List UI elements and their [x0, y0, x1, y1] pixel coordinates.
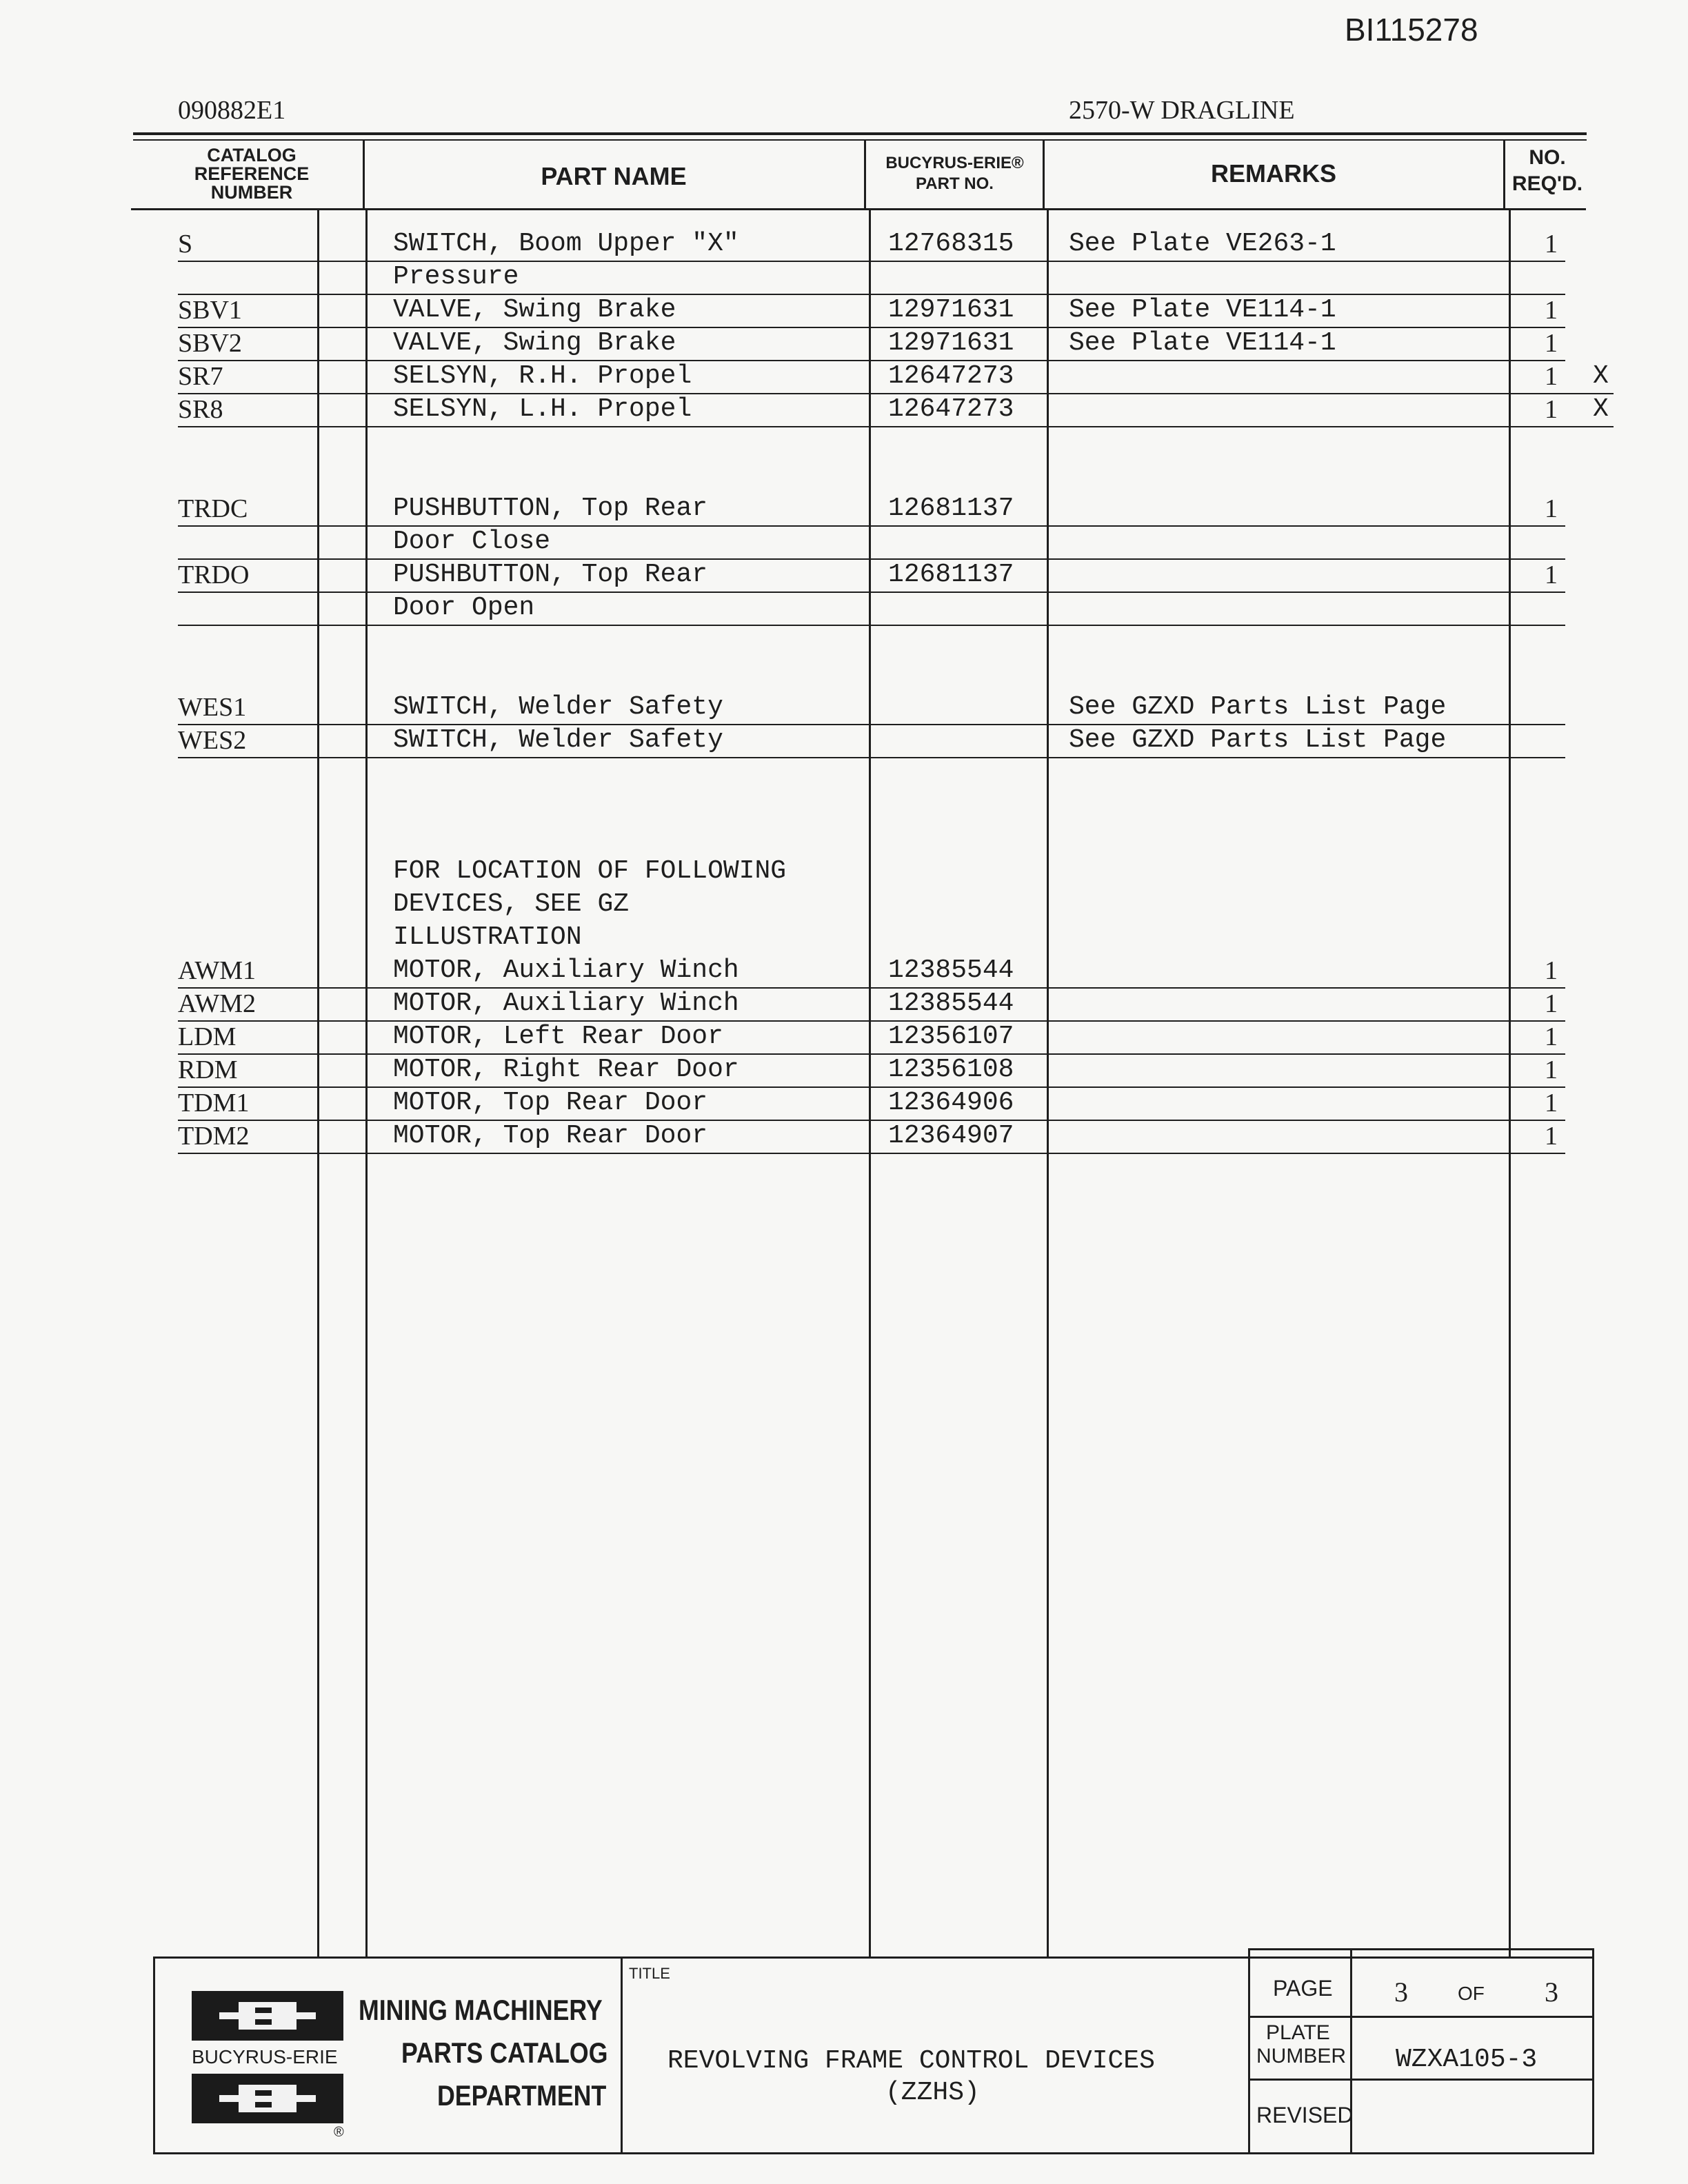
- page-of-label: OF: [1458, 1983, 1485, 2004]
- quantity-cell: 1: [1545, 989, 1558, 1018]
- part-name-cell: SWITCH, Boom Upper "X": [393, 229, 739, 259]
- row-underline: [178, 1153, 1565, 1154]
- part-name-cell: MOTOR, Auxiliary Winch: [393, 989, 739, 1018]
- logo-emblem-icon: [192, 2074, 343, 2123]
- quantity-cell: 1: [1545, 1122, 1558, 1151]
- footer-right-rule: [1592, 1950, 1594, 2154]
- part-name-cell: SELSYN, L.H. Propel: [393, 394, 692, 424]
- header-top-rule-thin: [133, 139, 1587, 141]
- catalog-ref-cell: TDM1: [178, 1089, 250, 1118]
- catalog-ref-cell: TRDC: [178, 494, 248, 523]
- page-current: 3: [1394, 1976, 1408, 2008]
- quantity-cell: 1: [1545, 494, 1558, 523]
- row-underline: [178, 558, 1565, 560]
- body-divider-name: [365, 210, 368, 1958]
- remarks-cell: See GZXD Parts List Page: [1069, 692, 1447, 722]
- catalog-ref-cell: AWM2: [178, 989, 257, 1018]
- catalog-ref-cell: WES2: [178, 726, 247, 755]
- row-underline: [178, 1020, 1565, 1022]
- part-number-cell: 12647273: [888, 361, 1014, 391]
- change-mark-cell: X: [1593, 394, 1609, 424]
- part-number-cell: 12971631: [888, 295, 1014, 325]
- part-name-cell: ILLUSTRATION: [393, 922, 582, 952]
- footer-top-right-rule: [1248, 1948, 1594, 1950]
- catalog-ref-cell: AWM1: [178, 956, 257, 985]
- part-name-cell: PUSHBUTTON, Top Rear: [393, 560, 708, 589]
- row-underline: [178, 592, 1565, 593]
- quantity-cell: 1: [1545, 296, 1558, 325]
- row-underline: [178, 261, 1565, 262]
- column-header-part-no: [867, 153, 1043, 194]
- footer-row-rule-1: [1248, 2016, 1594, 2018]
- page-label: PAGE: [1273, 1976, 1333, 2001]
- row-underline: [178, 327, 1565, 328]
- header-divider-4: [1503, 139, 1505, 208]
- catalog-ref-cell: SBV1: [178, 296, 242, 325]
- part-number-cell: 12681137: [888, 560, 1014, 589]
- part-number-cell: 12356107: [888, 1022, 1014, 1051]
- footer-page-divider: [1248, 1950, 1250, 2154]
- quantity-cell: 1: [1545, 395, 1558, 424]
- part-number-cell: 12647273: [888, 394, 1014, 424]
- column-header-catalog-ref: [165, 146, 338, 202]
- header-divider-2: [864, 139, 866, 208]
- catalog-ref-cell: RDM: [178, 1055, 238, 1084]
- catalog-ref-cell: SBV2: [178, 329, 242, 358]
- column-header-remarks: [1045, 161, 1502, 186]
- part-name-cell: MOTOR, Top Rear Door: [393, 1088, 708, 1118]
- footer-left-rule: [153, 1957, 155, 2154]
- document-id: BI115278: [1345, 12, 1478, 48]
- qty-line-1: NO.: [1529, 146, 1566, 169]
- plate-label-line-1: PLATE: [1266, 2021, 1330, 2044]
- body-divider-ref-sub: [317, 210, 319, 1958]
- part-number-cell: 12768315: [888, 229, 1014, 259]
- column-header-qty: [1506, 145, 1589, 197]
- row-underline: [178, 426, 1614, 427]
- row-underline: [178, 1086, 1565, 1088]
- row-underline: [178, 525, 1565, 527]
- part-name-cell: SWITCH, Welder Safety: [393, 725, 723, 755]
- part-number-cell: 12364907: [888, 1121, 1014, 1151]
- catalog-ref-cell: WES1: [178, 693, 247, 722]
- quantity-cell: 1: [1545, 560, 1558, 589]
- quantity-cell: 1: [1545, 1055, 1558, 1084]
- logo-emblem-icon: [192, 1991, 343, 2041]
- footer-row-rule-2: [1248, 2079, 1594, 2081]
- remarks-cell: See GZXD Parts List Page: [1069, 725, 1447, 755]
- header-top-rule-thick: [133, 132, 1587, 135]
- remarks-cell: See Plate VE114-1: [1069, 295, 1336, 325]
- part-name-label: PART NAME: [541, 162, 687, 190]
- part-name-cell: SWITCH, Welder Safety: [393, 692, 723, 722]
- part-name-cell: MOTOR, Auxiliary Winch: [393, 956, 739, 985]
- part-no-line-1: BUCYRUS-ERIE®: [885, 154, 1024, 172]
- row-underline: [178, 1053, 1565, 1055]
- quantity-cell: 1: [1545, 1022, 1558, 1051]
- plate-label-line-2: NUMBER: [1256, 2045, 1347, 2067]
- part-name-cell: MOTOR, Top Rear Door: [393, 1121, 708, 1151]
- quantity-cell: 1: [1545, 230, 1558, 259]
- row-underline: [178, 294, 1565, 295]
- part-name-cell: Door Open: [393, 593, 535, 623]
- catalog-ref-cell: LDM: [178, 1022, 237, 1051]
- catalog-ref-cell: TDM2: [178, 1122, 250, 1151]
- quantity-cell: 1: [1545, 329, 1558, 358]
- revised-label: REVISED: [1256, 2103, 1354, 2127]
- footer-top-rule: [153, 1957, 1594, 1959]
- quantity-cell: 1: [1545, 956, 1558, 985]
- header-bottom-rule: [131, 208, 1586, 210]
- remarks-cell: See Plate VE263-1: [1069, 229, 1336, 259]
- part-no-line-2: PART NO.: [916, 174, 994, 193]
- part-number-cell: 12364906: [888, 1088, 1014, 1118]
- department-line-2: PARTS CATALOG: [401, 2036, 608, 2069]
- column-header-part-name: [365, 164, 862, 189]
- part-name-cell: DEVICES, SEE GZ: [393, 889, 630, 919]
- bucyrus-erie-logo-bottom: [192, 2074, 343, 2123]
- document-title-line-2: (ZZHS): [885, 2078, 980, 2107]
- catalog-ref-line-2: REFERENCE: [194, 163, 310, 184]
- row-underline: [178, 757, 1565, 758]
- part-name-cell: Door Close: [393, 527, 551, 556]
- catalog-ref-line-3: NUMBER: [210, 182, 293, 203]
- body-divider-remarks: [1047, 210, 1049, 1958]
- department-line-1: MINING MACHINERY: [359, 1994, 603, 2026]
- part-name-cell: PUSHBUTTON, Top Rear: [393, 494, 708, 523]
- part-number-cell: 12385544: [888, 989, 1014, 1018]
- footer-bottom-rule: [153, 2152, 1594, 2154]
- title-label: TITLE: [629, 1965, 670, 1982]
- part-name-cell: FOR LOCATION OF FOLLOWING: [393, 856, 787, 886]
- row-underline: [178, 987, 1565, 989]
- catalog-ref-cell: S: [178, 230, 193, 259]
- part-number-cell: 12385544: [888, 956, 1014, 985]
- department-line-3: DEPARTMENT: [437, 2079, 607, 2112]
- part-name-cell: VALVE, Swing Brake: [393, 295, 676, 325]
- remarks-label: REMARKS: [1210, 159, 1336, 188]
- quantity-cell: 1: [1545, 362, 1558, 391]
- row-underline: [178, 1120, 1565, 1121]
- row-underline: [178, 360, 1565, 361]
- part-number-cell: 12356108: [888, 1055, 1014, 1084]
- plate-number: WZXA105-3: [1396, 2045, 1538, 2074]
- remarks-cell: See Plate VE114-1: [1069, 328, 1336, 358]
- part-number-cell: 12681137: [888, 494, 1014, 523]
- registered-mark: ®: [334, 2125, 344, 2140]
- page-total: 3: [1545, 1976, 1558, 2008]
- machine-name: 2570-W DRAGLINE: [1069, 96, 1295, 125]
- body-divider-part: [869, 210, 871, 1958]
- bucyrus-erie-logo-top: [192, 1991, 343, 2041]
- qty-line-2: REQ'D.: [1511, 172, 1583, 195]
- quantity-cell: 1: [1545, 1089, 1558, 1118]
- body-divider-qty: [1509, 210, 1511, 1958]
- footer-title-divider: [621, 1957, 623, 2154]
- part-number-cell: 12971631: [888, 328, 1014, 358]
- row-underline: [178, 625, 1565, 626]
- document-title-line-1: REVOLVING FRAME CONTROL DEVICES: [667, 2046, 1155, 2076]
- part-name-cell: VALVE, Swing Brake: [393, 328, 676, 358]
- catalog-ref-line-1: CATALOG: [207, 145, 297, 165]
- part-name-cell: MOTOR, Left Rear Door: [393, 1022, 723, 1051]
- catalog-code: 090882E1: [178, 96, 286, 125]
- catalog-ref-cell: SR8: [178, 395, 223, 424]
- header-divider-3: [1043, 139, 1045, 208]
- header-divider-1: [363, 139, 365, 208]
- brand-name: BUCYRUS-ERIE: [192, 2046, 338, 2067]
- catalog-ref-cell: SR7: [178, 362, 223, 391]
- change-mark-cell: X: [1593, 361, 1609, 391]
- part-name-cell: SELSYN, R.H. Propel: [393, 361, 692, 391]
- catalog-ref-cell: TRDO: [178, 560, 250, 589]
- part-name-cell: Pressure: [393, 262, 519, 292]
- part-name-cell: MOTOR, Right Rear Door: [393, 1055, 739, 1084]
